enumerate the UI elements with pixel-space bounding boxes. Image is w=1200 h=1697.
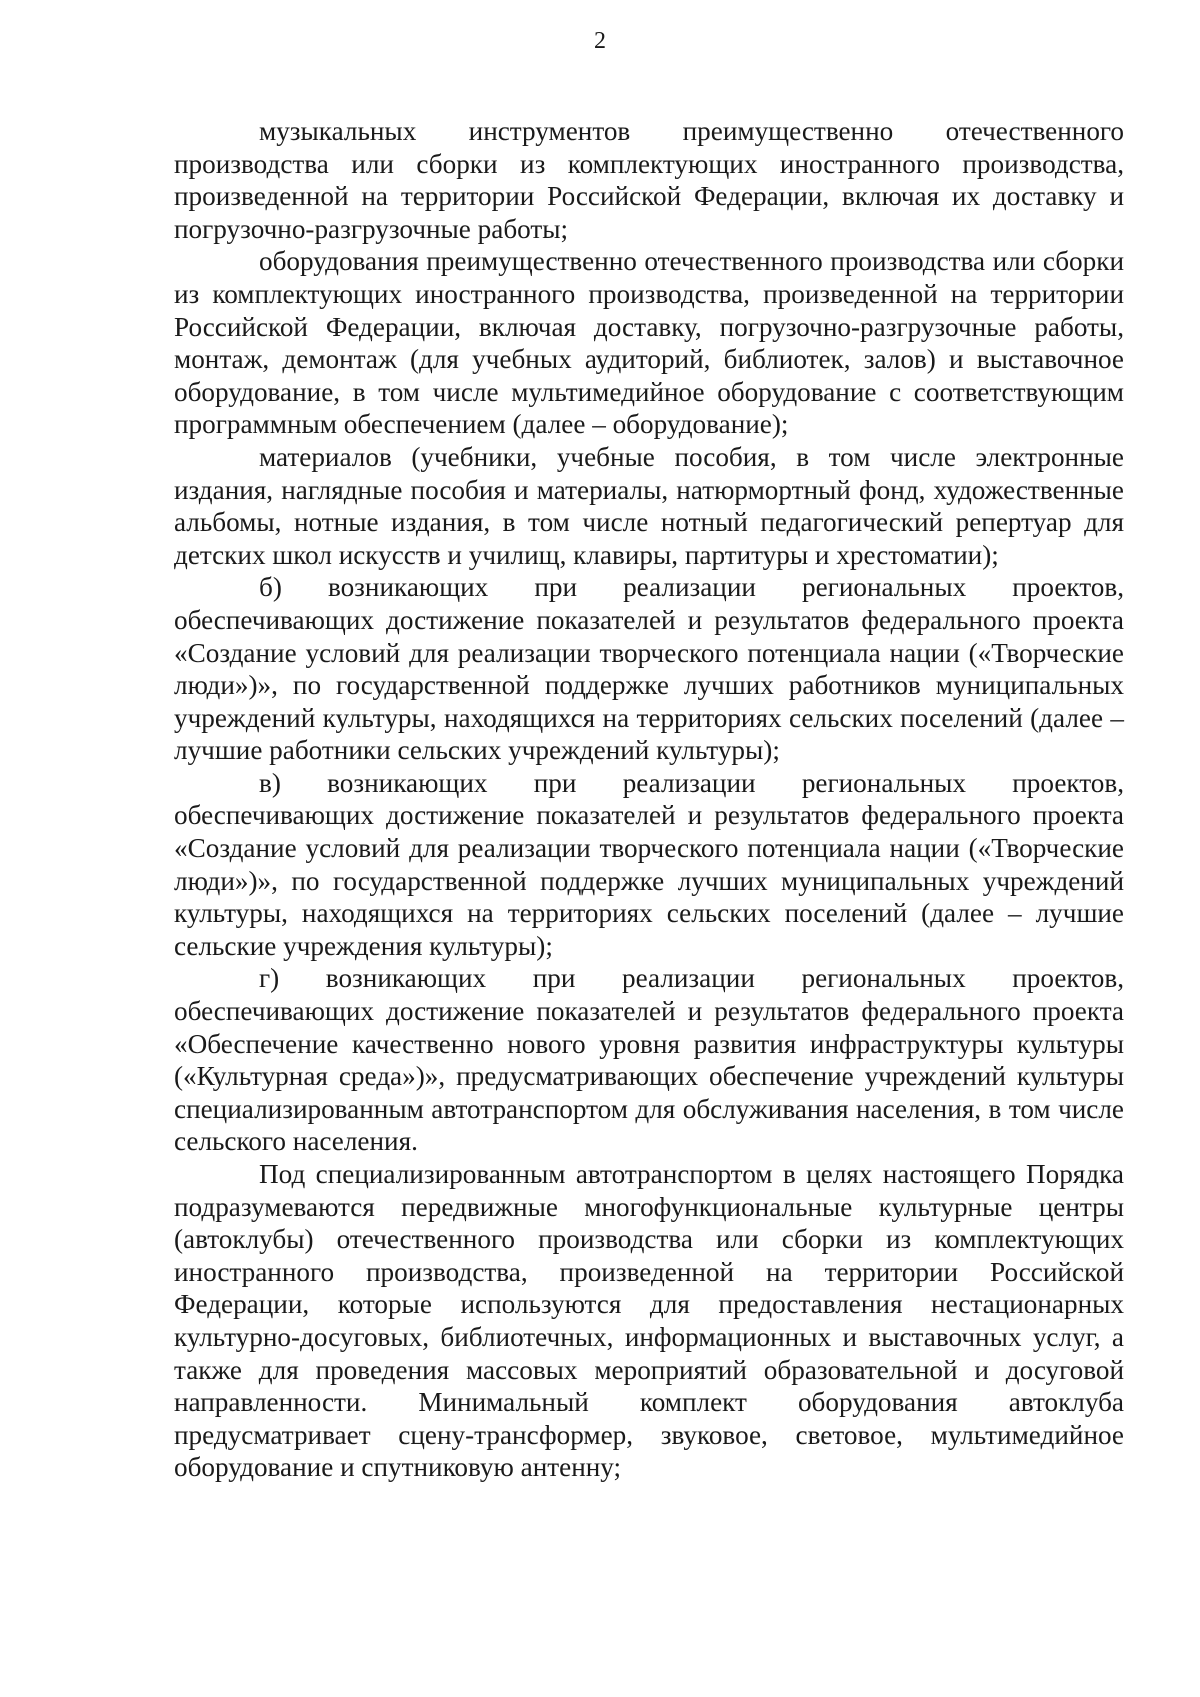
document-body bbox=[174, 115, 1124, 1484]
paragraph-item-b: б) возникающих при реализации региональных проектов, обеспечивающих достижение показателей и результатов федерального проекта «Создание условий для реализации творческого потенциала нации («Творческие люди»)», по государственной поддержке лучших работников муниципальных учреждений культуры, находящихся на территориях сельских поселений (далее – лучшие работники сельских учреждений культуры); bbox=[174, 572, 1124, 766]
paragraph-musical-instruments: музыкальных инструментов преимущественно отечественного производства или сборки из комплектующих иностранного производства, произведенной на территории Российской Федерации, включая их доставку и погрузочно-разгрузочные работы; bbox=[174, 116, 1124, 244]
paragraph-special-transport: Под специализированным автотранспортом в целях настоящего Порядка подразумеваются передвижные многофункциональные культурные центры (автоклубы) отечественного производства или сборки из комплектующих иностранного производства, произведенной на территории Российской Федерации, которые используются для предоставления нестационарных культурно-досуговых, библиотечных, информационных и выставочных услуг, а также для проведения массовых мероприятий образовательной и досуговой направленности. Минимальный комплект оборудования автоклуба предусматривает сцену-трансформер, звуковое, световое, мультимедийное оборудование и спутниковую антенну; bbox=[174, 1159, 1124, 1483]
page-number: 2 bbox=[594, 28, 606, 54]
paragraph-item-v: в) возникающих при реализации региональных проектов, обеспечивающих достижение показателей и результатов федерального проекта «Создание условий для реализации творческого потенциала нации («Творческие люди»)», по государственной поддержке лучших муниципальных учреждений культуры, находящихся на территориях сельских поселений (далее – лучшие сельские учреждения культуры); bbox=[174, 767, 1124, 961]
paragraph-equipment: оборудования преимущественно отечественного производства или сборки из комплектующих иностранного производства, произведенной на территории Российской Федерации, включая доставку, погрузочно-разгрузочные работы, монтаж, демонтаж (для учебных аудиторий, библиотек, залов) и выставочное оборудование, в том числе мультимедийное оборудование с соответствующим программным обеспечением (далее – оборудование); bbox=[174, 246, 1124, 440]
paragraph-materials: материалов (учебники, учебные пособия, в том числе электронные издания, наглядные пособия и материалы, натюрмортный фонд, художественные альбомы, нотные издания, в том числе нотный педагогический репертуар для детских школ искусств и училищ, клавиры, партитуры и хрестоматии); bbox=[174, 441, 1124, 570]
paragraph-item-g: г) возникающих при реализации региональных проектов, обеспечивающих достижение показателей и результатов федерального проекта «Обеспечение качественно нового уровня развития инфраструктуры культуры («Культурная среда»)», предусматривающих обеспечение учреждений культуры специализированным автотранспортом для обслуживания населения, в том числе сельского населения. bbox=[174, 963, 1124, 1157]
